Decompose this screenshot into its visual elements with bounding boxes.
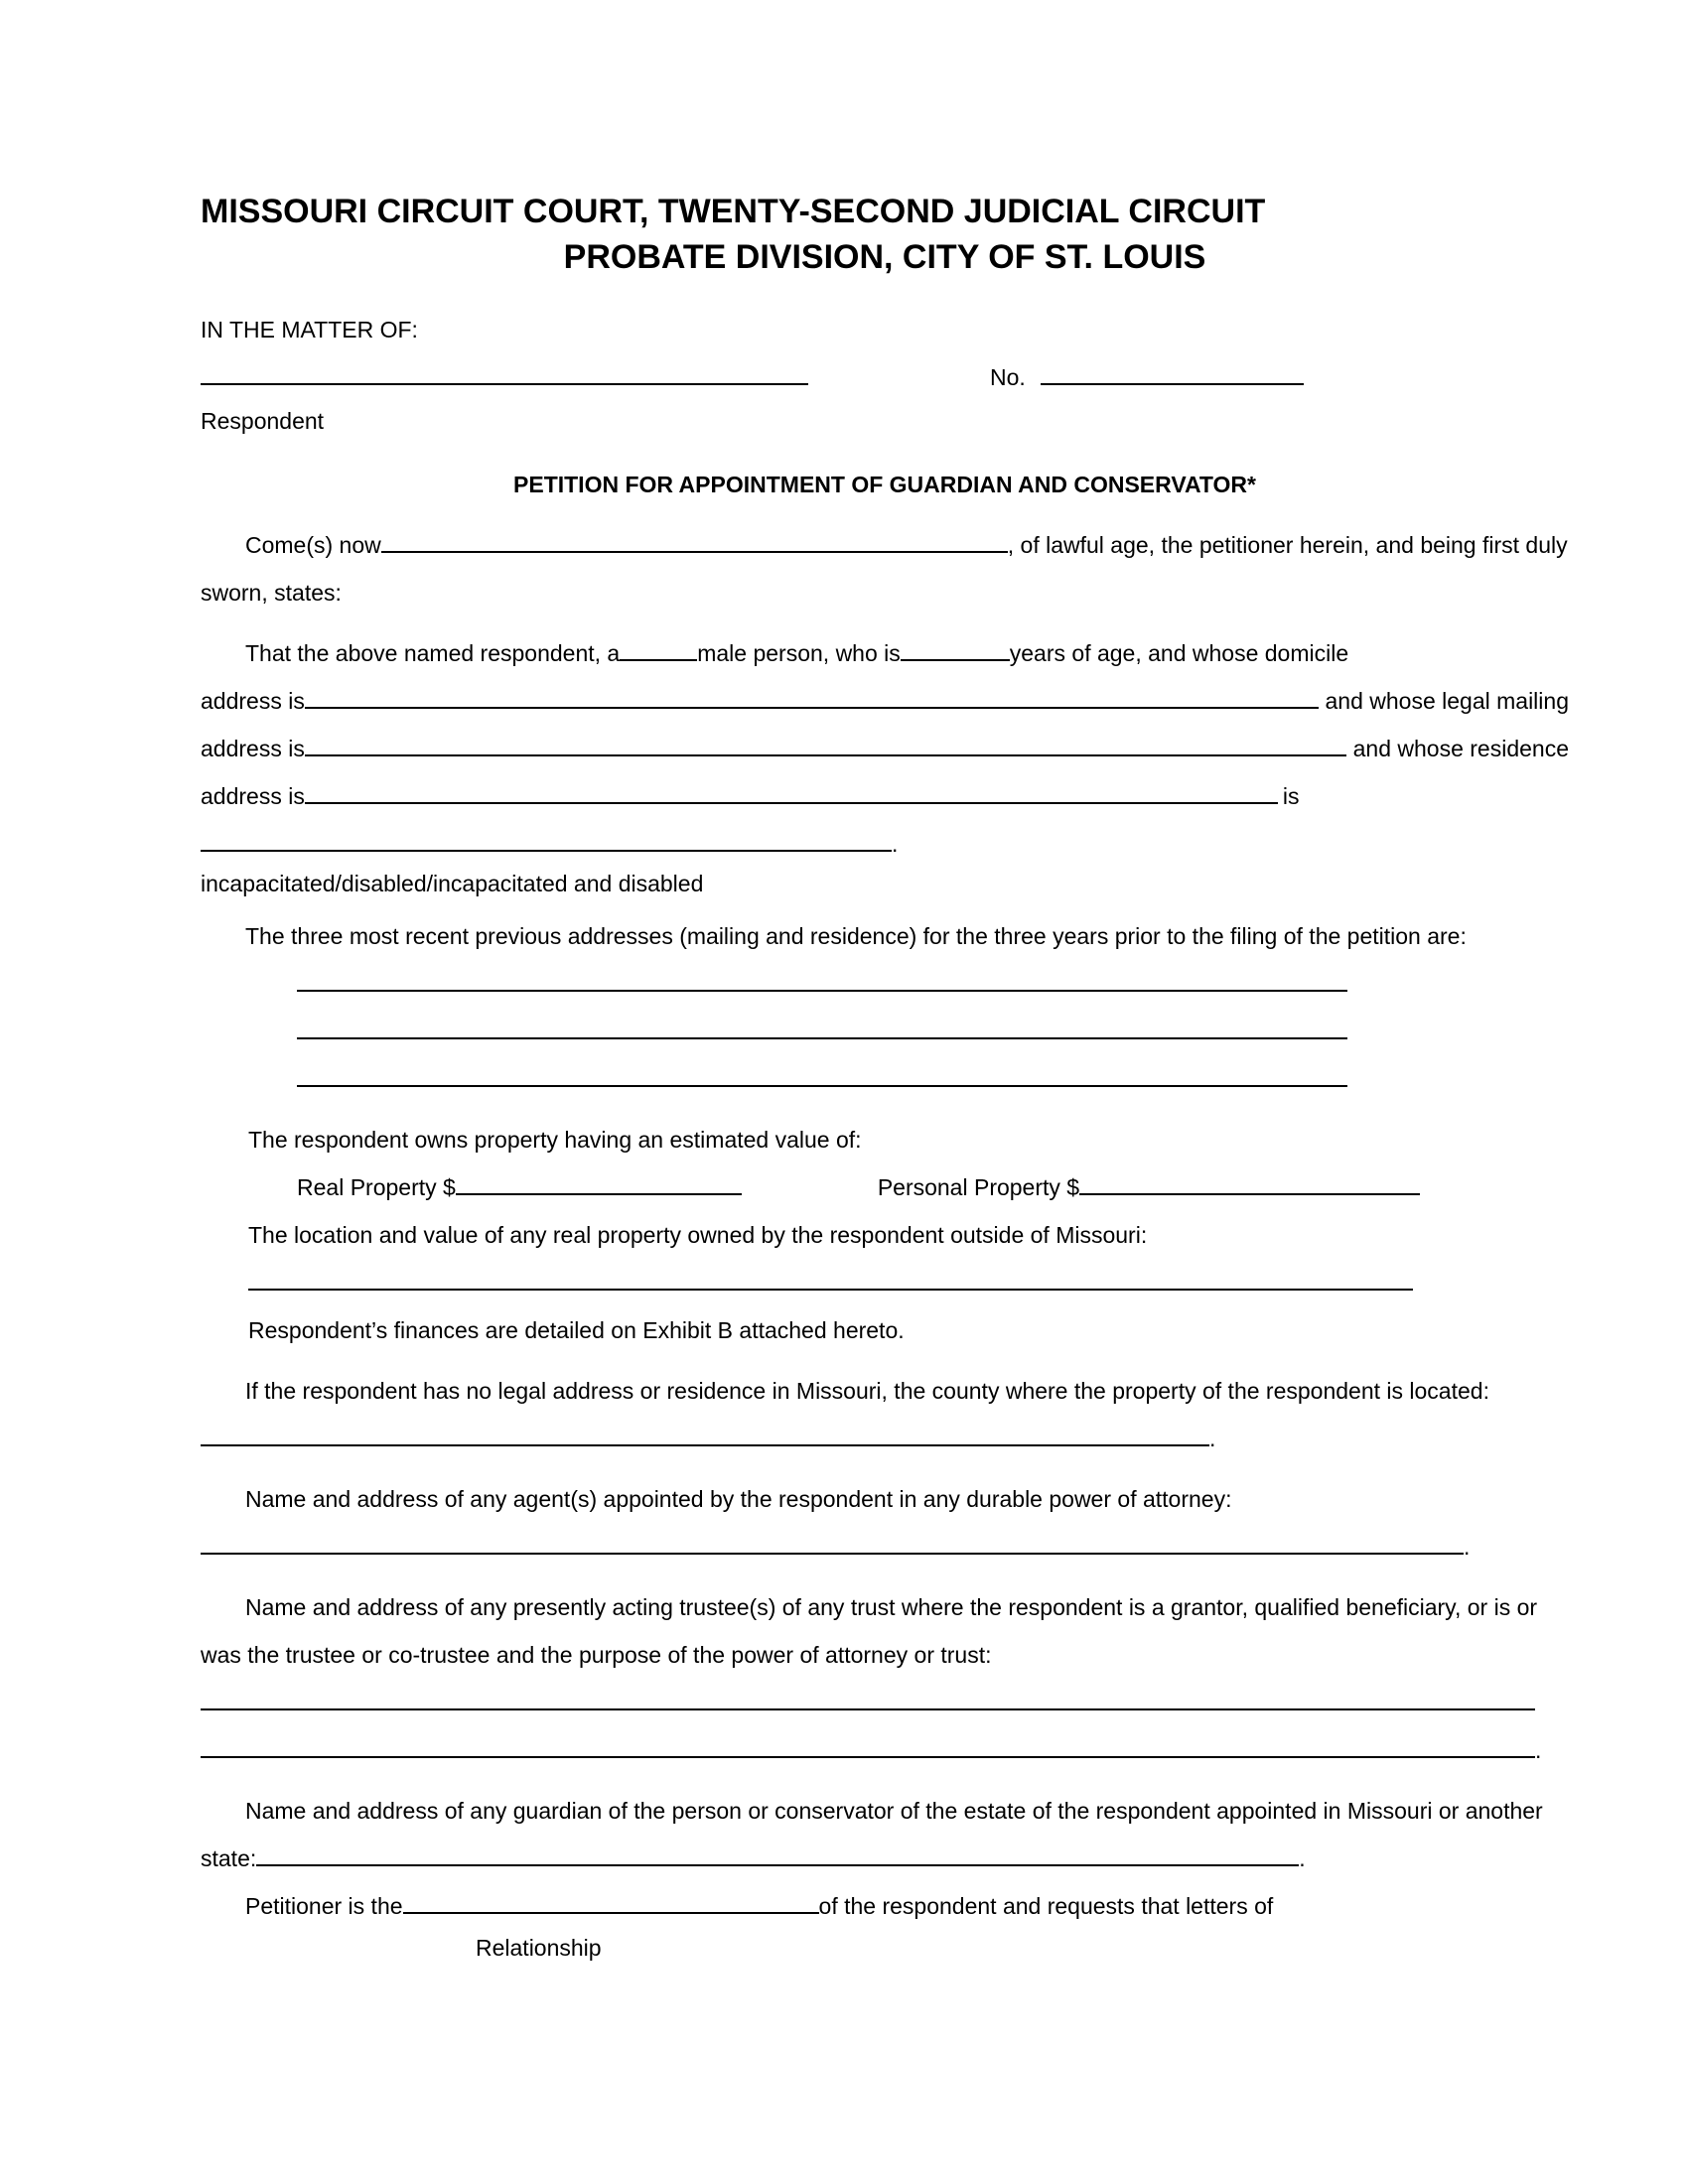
domicile-address-label: address is [201, 688, 305, 714]
residence-address-label: address is [201, 783, 305, 809]
agent-period: . [1464, 1534, 1471, 1560]
outside-missouri-blank-line [201, 1259, 1569, 1306]
trustee-blank-1 [201, 1679, 1535, 1710]
case-number-label: No. [990, 364, 1026, 390]
form-title: PETITION FOR APPOINTMENT OF GUARDIAN AND CONSERVATOR* [513, 472, 1256, 497]
personal-property-label: Personal Property $ [877, 1174, 1080, 1200]
trustee-blank-2 [201, 1726, 1535, 1758]
no-legal-address-paragraph [201, 1367, 1569, 1462]
age-blank [901, 629, 1010, 661]
guardian-paragraph [201, 1787, 1569, 1882]
sex-blank [620, 629, 697, 661]
respondent-name-blank [201, 353, 808, 385]
respondent-info-line1 [201, 629, 1569, 677]
previous-address-blank-1 [297, 960, 1347, 992]
comes-now-paragraph [201, 521, 1569, 616]
no-legal-address-text: If the respondent has no legal address or residence in Missouri, the county where the property of the respondent is located: [245, 1378, 1489, 1404]
trustee-period: . [1535, 1737, 1542, 1763]
respondent-label: Respondent [201, 408, 325, 434]
respondent-info-line1-text-c: years of age, and whose domicile [1009, 640, 1349, 666]
no-legal-address-period: . [1209, 1426, 1216, 1451]
court-header [201, 189, 1569, 280]
mailing-address-suffix: and whose residence [1346, 736, 1569, 761]
guardian-state-blank [256, 1835, 1299, 1866]
county-blank [201, 1415, 1209, 1446]
case-caption-row [201, 353, 1569, 401]
agent-paragraph [201, 1475, 1569, 1570]
outside-missouri-text: The location and value of any real property owned by the respondent outside of Missouri: [248, 1222, 1148, 1248]
court-header-line1: MISSOURI CIRCUIT COURT, TWENTY-SECOND JUDICIAL CIRCUIT [201, 193, 1266, 230]
case-number-blank [1041, 353, 1304, 385]
residence-address-suffix: is [1282, 783, 1300, 809]
previous-addresses-blanks [201, 960, 1569, 1103]
mailing-address-label: address is [201, 736, 305, 761]
agent-blank [201, 1523, 1464, 1555]
relationship-blank [403, 1882, 819, 1914]
respondent-info-line1-text-a: That the above named respondent, a [245, 640, 621, 666]
trustee-text: Name and address of any presently acting trustee(s) of any trust where the respondent is a grantor, qualified beneficiary, or is or was the trustee or co-trustee and the purpose of the power of attorney or trust: [201, 1594, 1538, 1668]
petitioner-post: of the respondent and requests that letters of [818, 1893, 1274, 1919]
outside-missouri-blank [248, 1259, 1413, 1291]
domicile-address-suffix: and whose legal mailing [1319, 688, 1569, 714]
in-the-matter-of-label: IN THE MATTER OF: [201, 317, 418, 342]
property-values-row [297, 1163, 1569, 1211]
trustee-paragraph [201, 1583, 1569, 1774]
real-property-label: Real Property $ [297, 1174, 456, 1200]
guardian-period: . [1299, 1845, 1306, 1871]
previous-address-blank-2 [297, 1008, 1347, 1039]
petitioner-pre: Petitioner is the [245, 1893, 403, 1919]
mailing-address-blank [305, 725, 1346, 756]
property-intro: The respondent owns property having an estimated value of: [248, 1127, 862, 1153]
respondent-info-line1-text-b: male person, who is [697, 640, 901, 666]
petitioner-name-blank [381, 521, 1008, 553]
incapacity-status-line [201, 820, 1569, 868]
previous-addresses-text: The three most recent previous addresses (mailing and residence) for the three years prior to the filing of the petition are: [245, 923, 1467, 949]
incapacity-status-period: . [892, 831, 899, 857]
guardian-text: Name and address of any guardian of the person or conservator of the estate of the respondent appointed in Missouri or another state: [201, 1798, 1543, 1871]
comes-now-pre: Come(s) now [245, 532, 381, 558]
incapacity-status-caption: incapacitated/disabled/incapacitated and disabled [201, 871, 704, 896]
domicile-address-line [201, 677, 1569, 725]
court-header-line2: PROBATE DIVISION, CITY OF ST. LOUIS [563, 238, 1206, 276]
mailing-address-line [201, 725, 1569, 772]
personal-property-blank [1079, 1163, 1420, 1195]
previous-address-blank-3 [297, 1055, 1347, 1087]
agent-text: Name and address of any agent(s) appointed by the respondent in any durable power of attorney: [245, 1486, 1232, 1512]
respondent-info-paragraph [201, 629, 1569, 899]
residence-address-line [201, 772, 1569, 820]
domicile-address-blank [305, 677, 1319, 709]
comes-now-post: , of lawful age, the petitioner herein, and being first duly sworn, states: [201, 532, 1568, 606]
incapacity-status-blank [201, 820, 892, 852]
real-property-blank [456, 1163, 742, 1195]
relationship-caption: Relationship [476, 1935, 602, 1961]
residence-address-blank [305, 772, 1278, 804]
petitioner-paragraph [201, 1882, 1569, 1930]
finances-text: Respondent’s finances are detailed on Exhibit B attached hereto. [248, 1317, 905, 1343]
